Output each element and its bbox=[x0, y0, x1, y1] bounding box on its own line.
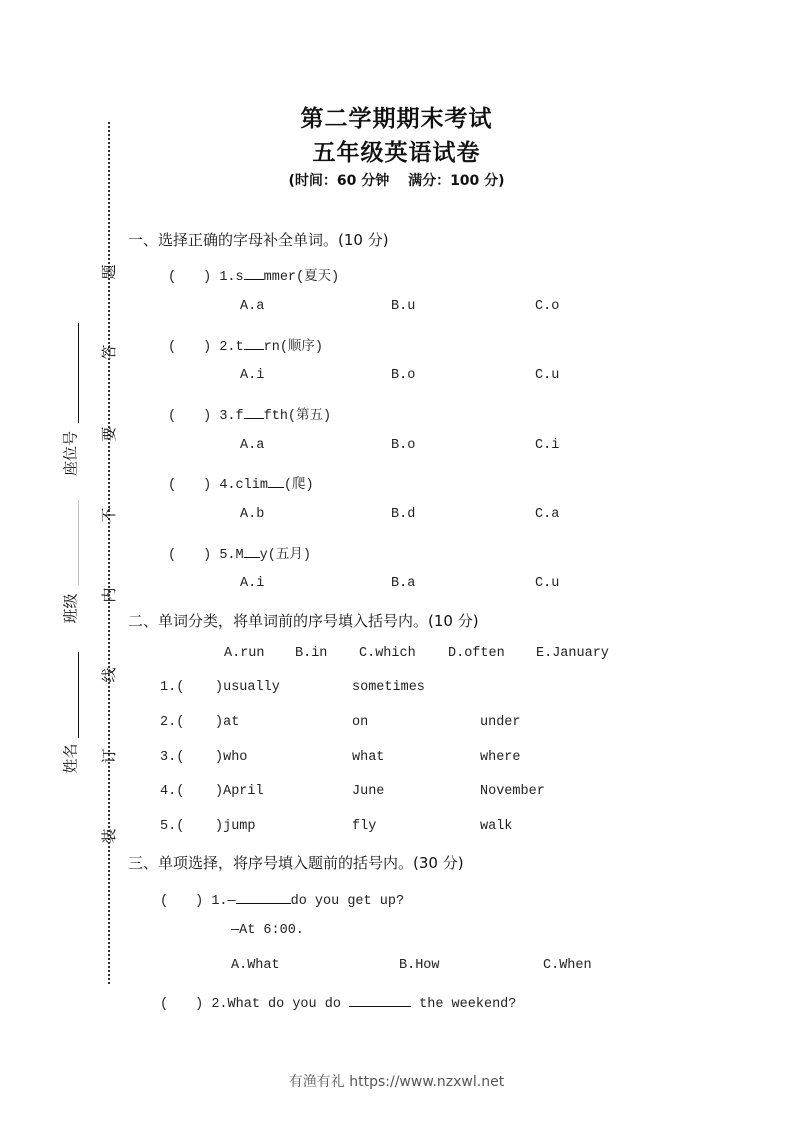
answer-line: —At 6:00. bbox=[231, 923, 304, 938]
class-label: 班级 bbox=[61, 593, 80, 624]
row-word-2: what bbox=[352, 750, 385, 765]
option-c[interactable]: C.o bbox=[535, 299, 560, 314]
answer-blank[interactable] bbox=[349, 994, 411, 1007]
word-bank-item: E.January bbox=[536, 646, 609, 661]
mc-question-2 bbox=[160, 991, 516, 1012]
class-field[interactable] bbox=[51, 590, 91, 630]
seal-char: 线 bbox=[100, 667, 118, 683]
word-bank-item: D.often bbox=[448, 646, 505, 661]
word-start: M bbox=[235, 548, 244, 563]
row-number[interactable]: 3.( bbox=[160, 750, 185, 765]
row-word-2: fly bbox=[352, 819, 377, 834]
option-a[interactable]: A.What bbox=[231, 958, 280, 973]
exam-time-score: (时间：60 分钟 满分：100 分) bbox=[288, 173, 505, 189]
row-word-1: )who bbox=[215, 750, 248, 765]
question-number: 2. bbox=[219, 340, 236, 355]
seal-char: 订 bbox=[100, 748, 118, 764]
word-start: s bbox=[235, 270, 244, 285]
letter-blank[interactable] bbox=[244, 267, 264, 280]
option-a[interactable]: A.i bbox=[240, 368, 265, 383]
row-word-2: June bbox=[352, 784, 385, 799]
answer-paren[interactable]: ( ) bbox=[168, 478, 212, 493]
option-c[interactable]: C.a bbox=[535, 507, 560, 522]
name-field[interactable] bbox=[51, 740, 91, 780]
option-b[interactable]: B.d bbox=[391, 507, 416, 522]
question-3 bbox=[168, 403, 331, 424]
section3-heading: 三、单项选择，将序号填入题前的括号内。(30 分) bbox=[128, 854, 464, 872]
option-b[interactable]: B.o bbox=[391, 368, 416, 383]
option-a[interactable]: A.a bbox=[240, 299, 265, 314]
row-word-3: where bbox=[480, 750, 521, 765]
word-end: y(五月) bbox=[259, 548, 311, 563]
question-number: 1.— bbox=[211, 894, 236, 909]
seat-number-line bbox=[78, 323, 79, 423]
row-word-2: sometimes bbox=[352, 680, 425, 695]
option-a[interactable]: A.a bbox=[240, 438, 265, 453]
exam-subtitle-grade: 五年级英语试卷 bbox=[312, 140, 481, 166]
class-line bbox=[78, 500, 79, 585]
word-bank-item: A.run bbox=[224, 646, 265, 661]
row-word-1: )at bbox=[215, 715, 240, 730]
question-5 bbox=[168, 542, 311, 563]
question-number: 3. bbox=[219, 409, 236, 424]
seal-char: 答 bbox=[100, 344, 118, 360]
seat-number-label: 座位号 bbox=[61, 431, 80, 477]
binding-dotted-line bbox=[108, 122, 110, 984]
name-label: 姓名 bbox=[61, 743, 80, 774]
letter-blank[interactable] bbox=[244, 337, 264, 350]
row-word-2: on bbox=[352, 715, 369, 730]
answer-paren[interactable]: ( ) bbox=[168, 340, 212, 355]
question-number: 5. bbox=[219, 548, 236, 563]
row-word-1: )usually bbox=[215, 680, 280, 695]
option-b[interactable]: B.a bbox=[391, 576, 416, 591]
exam-title: 第二学期期末考试 bbox=[300, 106, 493, 132]
answer-paren[interactable]: ( ) bbox=[160, 894, 204, 909]
section2-heading: 二、单词分类，将单词前的序号填入括号内。(10 分) bbox=[128, 612, 479, 630]
row-number[interactable]: 4.( bbox=[160, 784, 185, 799]
row-word-1: )jump bbox=[215, 819, 256, 834]
option-a[interactable]: A.b bbox=[240, 507, 265, 522]
word-end: rn(顺序) bbox=[263, 340, 324, 355]
question-text: the weekend? bbox=[419, 997, 517, 1012]
question-number: 1. bbox=[219, 270, 236, 285]
row-number[interactable]: 2.( bbox=[160, 715, 185, 730]
word-end: (爬) bbox=[283, 478, 314, 493]
answer-paren[interactable]: ( ) bbox=[168, 548, 212, 563]
option-a[interactable]: A.i bbox=[240, 576, 265, 591]
word-start: f bbox=[235, 409, 244, 424]
name-line bbox=[78, 652, 79, 738]
answer-blank[interactable] bbox=[236, 891, 291, 904]
seal-char: 不 bbox=[100, 507, 118, 523]
option-b[interactable]: B.How bbox=[399, 958, 440, 973]
row-word-1: )April bbox=[215, 784, 264, 799]
word-end: fth(第五) bbox=[263, 409, 332, 424]
seal-char: 要 bbox=[100, 426, 118, 442]
section1-heading: 一、选择正确的字母补全单词。(10 分) bbox=[128, 231, 389, 249]
option-c[interactable]: C.i bbox=[535, 438, 560, 453]
word-bank-item: C.which bbox=[359, 646, 416, 661]
word-start: t bbox=[235, 340, 244, 355]
answer-paren[interactable]: ( ) bbox=[168, 409, 212, 424]
seal-char: 内 bbox=[100, 587, 118, 603]
letter-blank[interactable] bbox=[244, 545, 260, 558]
seal-char: 装 bbox=[100, 828, 118, 844]
option-c[interactable]: C.When bbox=[543, 958, 592, 973]
letter-blank[interactable] bbox=[244, 406, 264, 419]
question-2 bbox=[168, 334, 323, 355]
option-b[interactable]: B.u bbox=[391, 299, 416, 314]
seat-number-field[interactable] bbox=[51, 428, 91, 478]
word-start: clim bbox=[235, 478, 268, 493]
row-number[interactable]: 5.( bbox=[160, 819, 185, 834]
seal-char: 题 bbox=[100, 264, 118, 280]
answer-paren[interactable]: ( ) bbox=[168, 270, 212, 285]
word-bank-item: B.in bbox=[295, 646, 328, 661]
question-4 bbox=[168, 472, 314, 493]
row-word-3: November bbox=[480, 784, 545, 799]
option-b[interactable]: B.o bbox=[391, 438, 416, 453]
mc-question-1 bbox=[160, 888, 404, 909]
row-word-3: walk bbox=[480, 819, 513, 834]
row-word-3: under bbox=[480, 715, 521, 730]
option-c[interactable]: C.u bbox=[535, 576, 560, 591]
question-text: do you get up? bbox=[290, 894, 405, 909]
word-end: mmer(夏天) bbox=[263, 270, 340, 285]
watermark[interactable]: 有渔有礼 https://www.nzxwl.net bbox=[288, 1074, 505, 1090]
question-number: 2.What do you do bbox=[211, 997, 341, 1012]
question-number: 4. bbox=[219, 478, 236, 493]
row-number[interactable]: 1.( bbox=[160, 680, 185, 695]
letter-blank[interactable] bbox=[268, 475, 284, 488]
question-1 bbox=[168, 264, 339, 285]
answer-paren[interactable]: ( ) bbox=[160, 997, 204, 1012]
option-c[interactable]: C.u bbox=[535, 368, 560, 383]
